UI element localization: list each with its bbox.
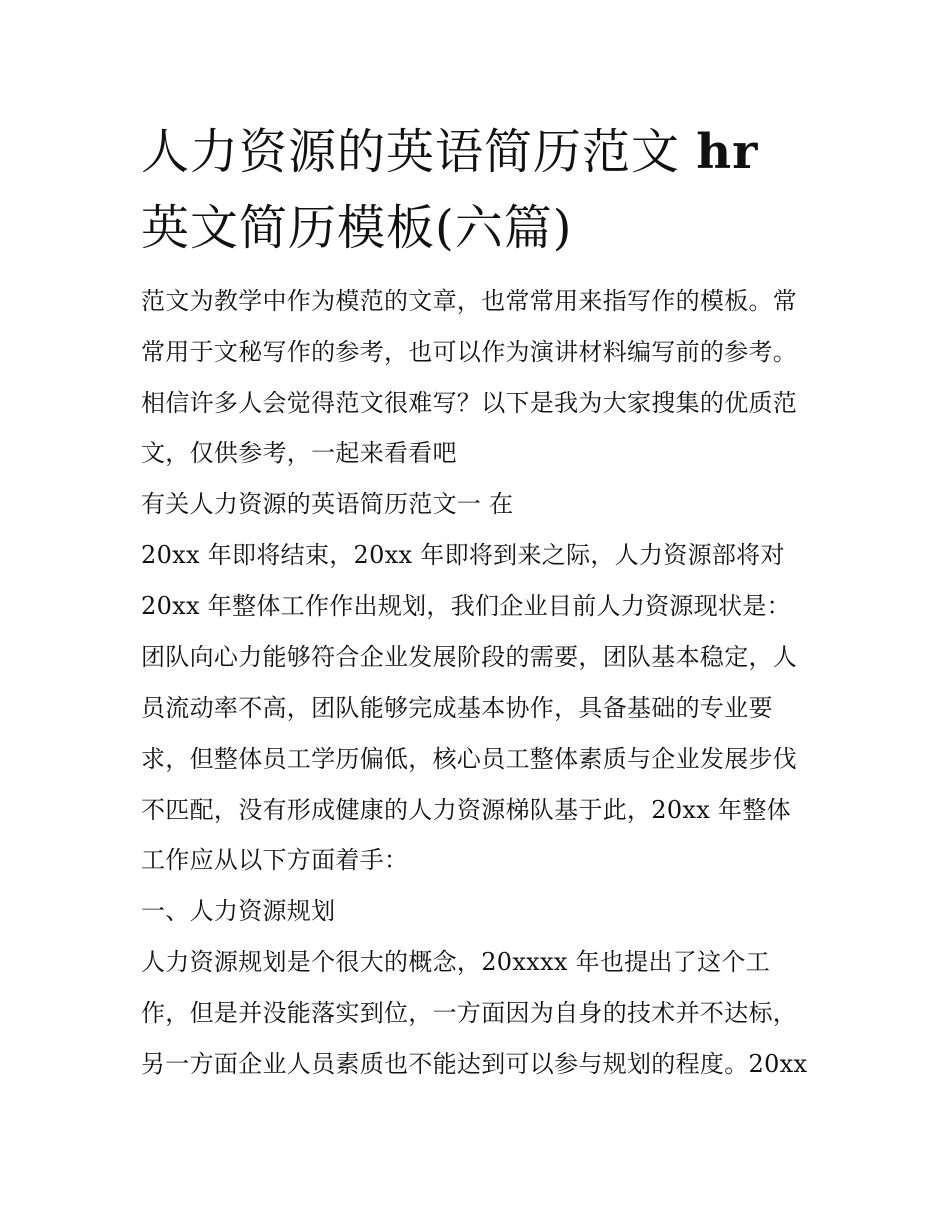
body-line: 另一方面企业人员素质也不能达到可以参与规划的程度。20xx <box>141 1050 808 1078</box>
body-line: 作，但是并没能落实到位，一方面因为自身的技术并不达标， <box>141 999 798 1027</box>
body-line: 范文为教学中作为模范的文章，也常常用来指写作的模板。常 <box>141 287 798 315</box>
document-title <box>141 114 821 266</box>
body-line: 团队向心力能够符合企业发展阶段的需要，团队基本稳定，人 <box>141 643 798 671</box>
section-heading: 有关人力资源的英语简历范文一 在 <box>141 490 514 518</box>
body-line: 文，仅供参考，一起来看看吧 <box>141 439 457 467</box>
body-line: 20xx 年整体工作作出规划，我们企业目前人力资源现状是： <box>141 592 791 620</box>
title-line-2: 英文简历模板(六篇) <box>141 200 573 256</box>
section-heading: 一、人力资源规划 <box>141 897 336 925</box>
body-line: 相信许多人会觉得范文很难写？以下是我为大家搜集的优质范 <box>141 389 798 417</box>
title-latin-part: hr <box>696 124 759 180</box>
body-line: 工作应从以下方面着手： <box>141 846 409 874</box>
body-line: 求，但整体员工学历偏低，核心员工整体素质与企业发展步伐 <box>141 745 798 773</box>
body-line: 人力资源规划是个很大的概念，20xxxx 年也提出了这个工 <box>141 948 771 976</box>
body-line: 员流动率不高，团队能够完成基本协作，具备基础的专业要 <box>141 694 773 722</box>
title-chinese-part: 人力资源的英语简历范文 <box>141 124 681 180</box>
body-line: 不匹配，没有形成健康的人力资源梯队基于此，20xx 年整体 <box>141 796 791 824</box>
body-line: 20xx 年即将结束，20xx 年即将到来之际，人力资源部将对 <box>141 541 785 569</box>
body-line: 常用于文秘写作的参考，也可以作为演讲材料编写前的参考。 <box>141 338 798 366</box>
